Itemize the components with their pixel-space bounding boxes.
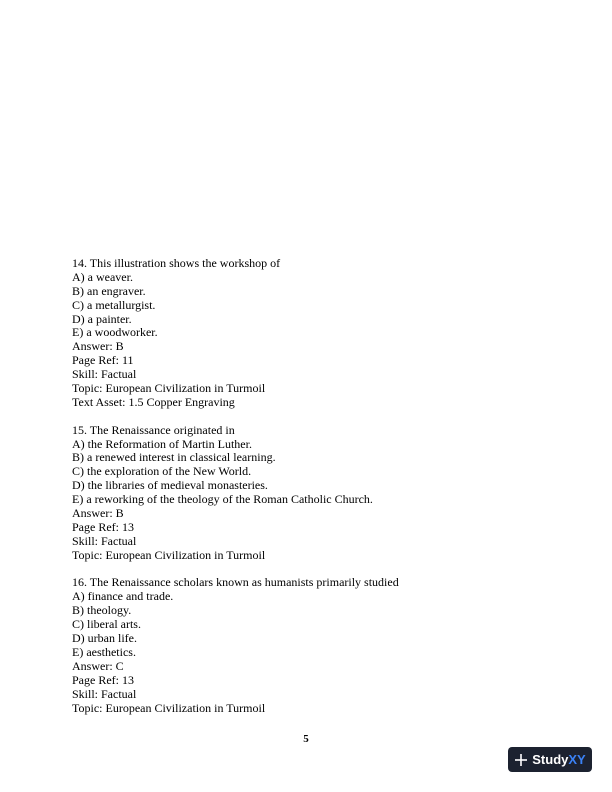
option-a: A) a weaver.: [72, 269, 133, 284]
badge-text-accent: XY: [568, 752, 586, 767]
page-ref: Page Ref: 13: [72, 672, 134, 687]
option-b: B) a renewed interest in classical learning.: [72, 450, 276, 465]
option-e: E) a reworking of the theology of the Roman Catholic Church.: [72, 492, 373, 507]
option-b: B) theology.: [72, 603, 132, 618]
option-a: A) the Reformation of Martin Luther.: [72, 436, 252, 451]
topic: Topic: European Civilization in Turmoil: [72, 381, 266, 396]
answer: Answer: B: [72, 339, 124, 354]
answer: Answer: B: [72, 506, 124, 521]
question-list: [72, 257, 542, 715]
topic: Topic: European Civilization in Turmoil: [72, 547, 266, 562]
option-e: E) a woodworker.: [72, 325, 158, 340]
question-stem: 16. The Renaissance scholars known as humanists primarily studied: [72, 575, 399, 590]
option-d: D) a painter.: [72, 311, 132, 326]
page-number: 5: [303, 733, 309, 745]
skill: Skill: Factual: [72, 533, 137, 548]
badge-text-main: Study: [532, 752, 569, 767]
question-stem: 15. The Renaissance originated in: [72, 422, 235, 437]
option-d: D) the libraries of medieval monasteries.: [72, 478, 268, 493]
question-14: [72, 257, 542, 410]
option-a: A) finance and trade.: [72, 589, 174, 604]
studyxy-badge[interactable]: [508, 747, 592, 772]
page-ref: Page Ref: 13: [72, 519, 134, 534]
text-asset: Text Asset: 1.5 Copper Engraving: [72, 394, 235, 409]
plus-icon: [514, 753, 528, 767]
answer: Answer: C: [72, 658, 124, 673]
option-d: D) urban life.: [72, 631, 137, 646]
page-ref: Page Ref: 11: [72, 353, 134, 368]
topic: Topic: European Civilization in Turmoil: [72, 700, 266, 715]
skill: Skill: Factual: [72, 367, 137, 382]
option-c: C) liberal arts.: [72, 617, 141, 632]
question-16: [72, 576, 542, 715]
option-e: E) aesthetics.: [72, 644, 136, 659]
question-15: [72, 424, 542, 563]
option-c: C) the exploration of the New World.: [72, 464, 252, 479]
option-c: C) a metallurgist.: [72, 297, 156, 312]
skill: Skill: Factual: [72, 686, 137, 701]
option-b: B) an engraver.: [72, 283, 146, 298]
question-stem: 14. This illustration shows the workshop of: [72, 256, 281, 270]
